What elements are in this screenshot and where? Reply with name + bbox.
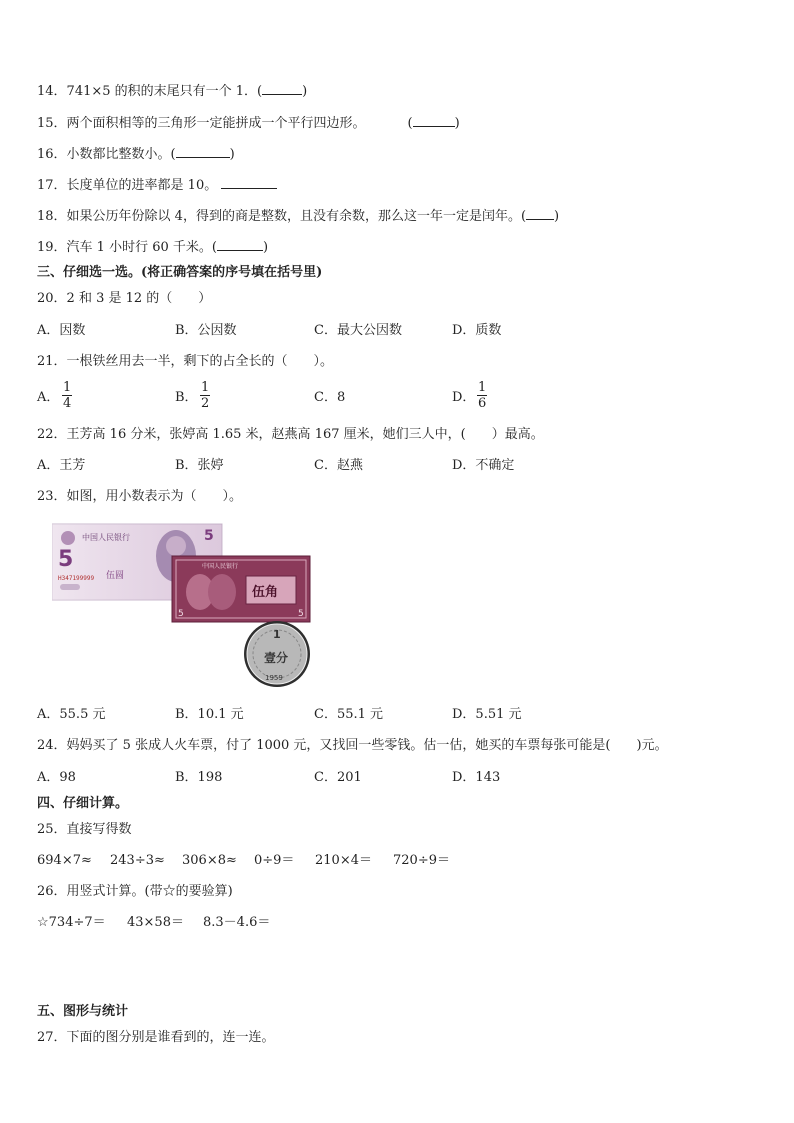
answer-blank[interactable]: [217, 238, 263, 251]
note5-text: 伍圆: [106, 571, 125, 581]
money-illustration: [52, 520, 314, 692]
note5-serial: H347199999: [58, 575, 95, 582]
fraction-a: 1 4: [63, 380, 72, 411]
jiao5-digit-right: 5: [298, 609, 304, 619]
svg-text:5: 5: [204, 528, 214, 544]
option-a[interactable]: A．王芳: [37, 458, 86, 473]
answer-blank[interactable]: [262, 82, 302, 95]
question-text: 17．长度单位的进率都是 10。: [37, 178, 218, 193]
question-26: 26．用竖式计算。(带☆的要验算): [37, 884, 233, 899]
calc-item: 210×4＝: [315, 853, 372, 868]
answer-blank[interactable]: [413, 114, 455, 127]
option-c[interactable]: C．赵燕: [314, 458, 363, 473]
calc-item: 720÷9＝: [393, 853, 450, 868]
section-heading-geometry-statistics: 五、图形与统计: [37, 1004, 129, 1019]
option-a[interactable]: A．因数: [37, 323, 86, 338]
question-15: 15．两个面积相等的三角形一定能拼成一个平行四边形。 ( ): [37, 116, 460, 131]
option-a[interactable]: A．55.5 元: [37, 707, 106, 722]
jiao5-digit-left: 5: [178, 609, 184, 619]
option-c[interactable]: C．最大公因数: [314, 323, 402, 338]
question-20: 20．2 和 3 是 12 的（ ）: [37, 291, 212, 306]
question-25: 25．直接写得数: [37, 822, 132, 837]
question-17: [37, 176, 277, 195]
coin-value: 1: [273, 628, 281, 641]
coin-text: 壹分: [264, 651, 289, 665]
section-heading-choice: 三、仔细选一选。(将正确答案的序号填在括号里): [37, 265, 323, 280]
question-text: 15．两个面积相等的三角形一定能拼成一个平行四边形。: [37, 116, 366, 131]
option-c[interactable]: C．55.1 元: [314, 707, 384, 722]
option-b[interactable]: B．198: [175, 770, 223, 785]
note5-digit: 5: [58, 547, 74, 572]
question-24: 24．妈妈买了 5 张成人火车票，付了 1000 元，又找回一些零钱。估一估，她买的车票每张可能是( )元。: [37, 738, 668, 753]
question-16: 16．小数都比整数小。( ): [37, 147, 235, 162]
question-27: 27．下面的图分别是谁看到的，连一连。: [37, 1030, 275, 1045]
question-22: 22．王芳高 16 分米，张婷高 1.65 米，赵燕高 167 厘米，她们三人中，( ）最高。: [37, 427, 544, 442]
calc-item: 43×58＝: [127, 915, 184, 930]
question-19: 19．汽车 1 小时行 60 千米。( ): [37, 240, 269, 255]
calc-item: 243÷3≈: [110, 853, 165, 868]
section-heading-calculation: 四、仔细计算。: [37, 796, 129, 811]
option-d[interactable]: D．5.51 元: [452, 707, 522, 722]
calc-item: ☆734÷7＝: [37, 915, 106, 930]
option-b[interactable]: B．公因数: [175, 323, 237, 338]
option-d[interactable]: D．143: [452, 770, 501, 785]
question-text: 19．汽车 1 小时行 60 千米。(: [37, 240, 217, 255]
calc-item: 306×8≈: [182, 853, 237, 868]
option-d[interactable]: D．不确定: [452, 458, 515, 473]
money-figure: [52, 520, 314, 692]
option-c[interactable]: C．201: [314, 770, 362, 785]
option-d[interactable]: D．质数: [452, 323, 502, 338]
question-text: 18．如果公历年份除以 4，得到的商是整数，且没有余数，那么这一年一定是闰年。(: [37, 209, 527, 224]
fraction-b: 1 2: [201, 380, 210, 411]
one-fen-coin: [244, 621, 310, 687]
note5-bank-text: 中国人民银行: [82, 533, 130, 542]
question-text: 16．小数都比整数小。(: [37, 147, 176, 162]
question-text: 14．741×5 的积的末尾只有一个 1．(: [37, 84, 263, 99]
question-21: 21．一根铁丝用去一半，剩下的占全长的（ ）。: [37, 354, 334, 369]
option-b[interactable]: B．10.1 元: [175, 707, 244, 722]
fraction-d: 1 6: [478, 380, 487, 411]
option-b[interactable]: B．张婷: [175, 458, 224, 473]
coin-year: 1959: [265, 674, 283, 682]
answer-blank[interactable]: [221, 176, 277, 189]
question-23: 23．如图，用小数表示为（ ）。: [37, 489, 243, 504]
five-jiao-note: [172, 556, 310, 622]
calc-item: 694×7≈: [37, 853, 92, 868]
option-c[interactable]: C．8: [314, 390, 346, 405]
answer-blank[interactable]: [176, 145, 230, 158]
calc-item: 8.3－4.6＝: [203, 915, 271, 930]
option-a[interactable]: A．: [37, 390, 60, 405]
option-a[interactable]: A．98: [37, 770, 76, 785]
question-14: 14．741×5 的积的末尾只有一个 1．( ): [37, 84, 308, 99]
answer-blank[interactable]: [526, 207, 554, 220]
option-b[interactable]: B．: [175, 390, 198, 405]
option-d[interactable]: D．: [452, 390, 476, 405]
calc-item: 0÷9＝: [254, 853, 295, 868]
jiao5-bank-text: 中国人民银行: [202, 563, 239, 570]
question-18: 18．如果公历年份除以 4，得到的商是整数，且没有余数，那么这一年一定是闰年。( ): [37, 209, 560, 224]
jiao5-text: 伍角: [252, 585, 279, 600]
